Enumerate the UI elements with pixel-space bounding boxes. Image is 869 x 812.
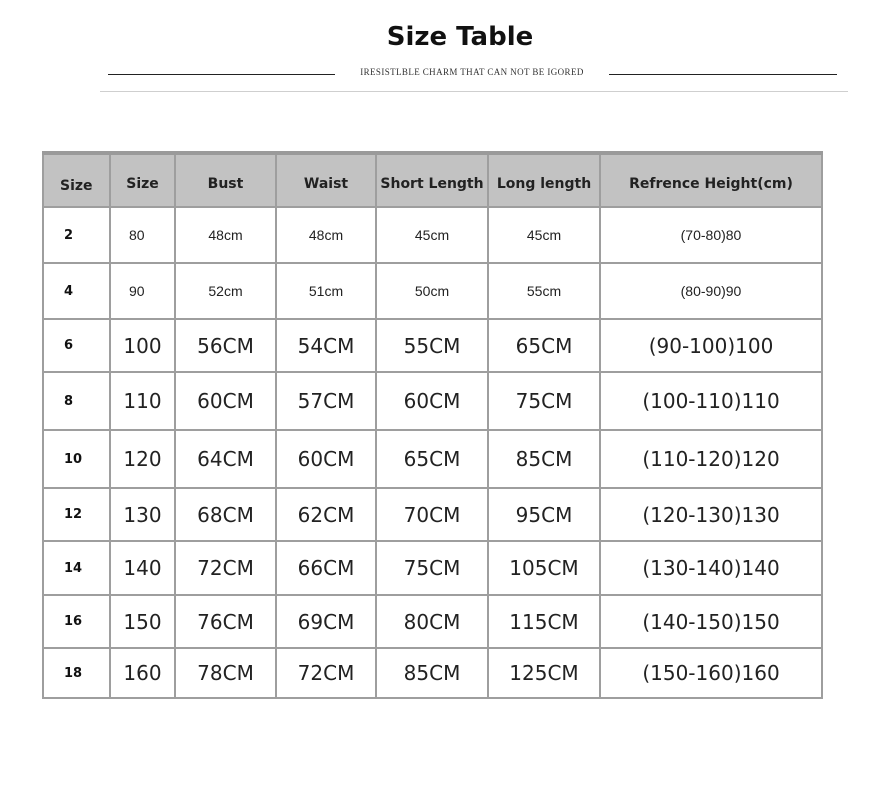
size-cell: 120 xyxy=(110,430,175,488)
bust-cell: 68CM xyxy=(175,488,276,541)
waist-cell: 57CM xyxy=(276,372,376,430)
bust-cell: 76CM xyxy=(175,595,276,648)
header-long-length: Long length xyxy=(488,153,600,207)
reference-height-cell: (140-150)150 xyxy=(600,595,822,648)
header-waist: Waist xyxy=(276,153,376,207)
bust-cell: 56CM xyxy=(175,319,276,372)
reference-height-cell: (90-100)100 xyxy=(600,319,822,372)
waist-cell: 69CM xyxy=(276,595,376,648)
size-cell: 90 xyxy=(110,263,175,319)
waist-cell: 54CM xyxy=(276,319,376,372)
long-length-cell: 85CM xyxy=(488,430,600,488)
size-label-cell: 14 xyxy=(43,541,110,595)
table-row xyxy=(43,372,822,430)
header-reference-height: Refrence Height(cm) xyxy=(600,153,822,207)
long-length-cell: 115CM xyxy=(488,595,600,648)
size-cell: 130 xyxy=(110,488,175,541)
table-row xyxy=(43,541,822,595)
size-label-cell: 16 xyxy=(43,595,110,648)
short-length-cell: 55CM xyxy=(376,319,488,372)
bust-cell: 72CM xyxy=(175,541,276,595)
reference-height-cell: (110-120)120 xyxy=(600,430,822,488)
reference-height-cell: (120-130)130 xyxy=(600,488,822,541)
subtitle: IRESISTLBLE CHARM THAT CAN NOT BE IGORED xyxy=(360,67,584,77)
long-length-cell: 95CM xyxy=(488,488,600,541)
waist-cell: 51cm xyxy=(276,263,376,319)
bust-cell: 64CM xyxy=(175,430,276,488)
subtitle-row xyxy=(108,66,837,82)
short-length-cell: 45cm xyxy=(376,207,488,263)
short-length-cell: 50cm xyxy=(376,263,488,319)
bust-cell: 52cm xyxy=(175,263,276,319)
waist-cell: 60CM xyxy=(276,430,376,488)
long-length-cell: 125CM xyxy=(488,648,600,698)
divider-left xyxy=(108,74,335,75)
page-title: Size Table xyxy=(386,22,534,52)
size-cell: 110 xyxy=(110,372,175,430)
size-label-cell: 8 xyxy=(43,372,110,430)
size-label-cell: 2 xyxy=(43,207,110,263)
table-row xyxy=(43,319,822,372)
table-header-row xyxy=(43,153,822,207)
table-row xyxy=(43,595,822,648)
long-length-cell: 45cm xyxy=(488,207,600,263)
size-table xyxy=(42,151,823,699)
waist-cell: 48cm xyxy=(276,207,376,263)
size-cell: 160 xyxy=(110,648,175,698)
divider-right xyxy=(609,74,837,75)
reference-height-cell: (70-80)80 xyxy=(600,207,822,263)
reference-height-cell: (130-140)140 xyxy=(600,541,822,595)
reference-height-cell: (100-110)110 xyxy=(600,372,822,430)
short-length-cell: 70CM xyxy=(376,488,488,541)
short-length-cell: 85CM xyxy=(376,648,488,698)
size-label-cell: 4 xyxy=(43,263,110,319)
size-cell: 150 xyxy=(110,595,175,648)
long-length-cell: 55cm xyxy=(488,263,600,319)
header-size-label: Size xyxy=(43,153,110,207)
bust-cell: 60CM xyxy=(175,372,276,430)
table-row xyxy=(43,488,822,541)
waist-cell: 72CM xyxy=(276,648,376,698)
header-short-length: Short Length xyxy=(376,153,488,207)
long-length-cell: 105CM xyxy=(488,541,600,595)
reference-height-cell: (80-90)90 xyxy=(600,263,822,319)
table-row xyxy=(43,430,822,488)
size-label-cell: 18 xyxy=(43,648,110,698)
header-size: Size xyxy=(110,153,175,207)
header-bust: Bust xyxy=(175,153,276,207)
waist-cell: 66CM xyxy=(276,541,376,595)
long-length-cell: 75CM xyxy=(488,372,600,430)
size-label-cell: 10 xyxy=(43,430,110,488)
size-label-cell: 6 xyxy=(43,319,110,372)
short-length-cell: 80CM xyxy=(376,595,488,648)
table-row xyxy=(43,207,822,263)
short-length-cell: 60CM xyxy=(376,372,488,430)
short-length-cell: 65CM xyxy=(376,430,488,488)
horizontal-rule xyxy=(100,91,848,92)
size-label-cell: 12 xyxy=(43,488,110,541)
table-row xyxy=(43,263,822,319)
bust-cell: 48cm xyxy=(175,207,276,263)
bust-cell: 78CM xyxy=(175,648,276,698)
size-cell: 100 xyxy=(110,319,175,372)
short-length-cell: 75CM xyxy=(376,541,488,595)
size-cell: 140 xyxy=(110,541,175,595)
waist-cell: 62CM xyxy=(276,488,376,541)
size-cell: 80 xyxy=(110,207,175,263)
reference-height-cell: (150-160)160 xyxy=(600,648,822,698)
table-row xyxy=(43,648,822,698)
long-length-cell: 65CM xyxy=(488,319,600,372)
